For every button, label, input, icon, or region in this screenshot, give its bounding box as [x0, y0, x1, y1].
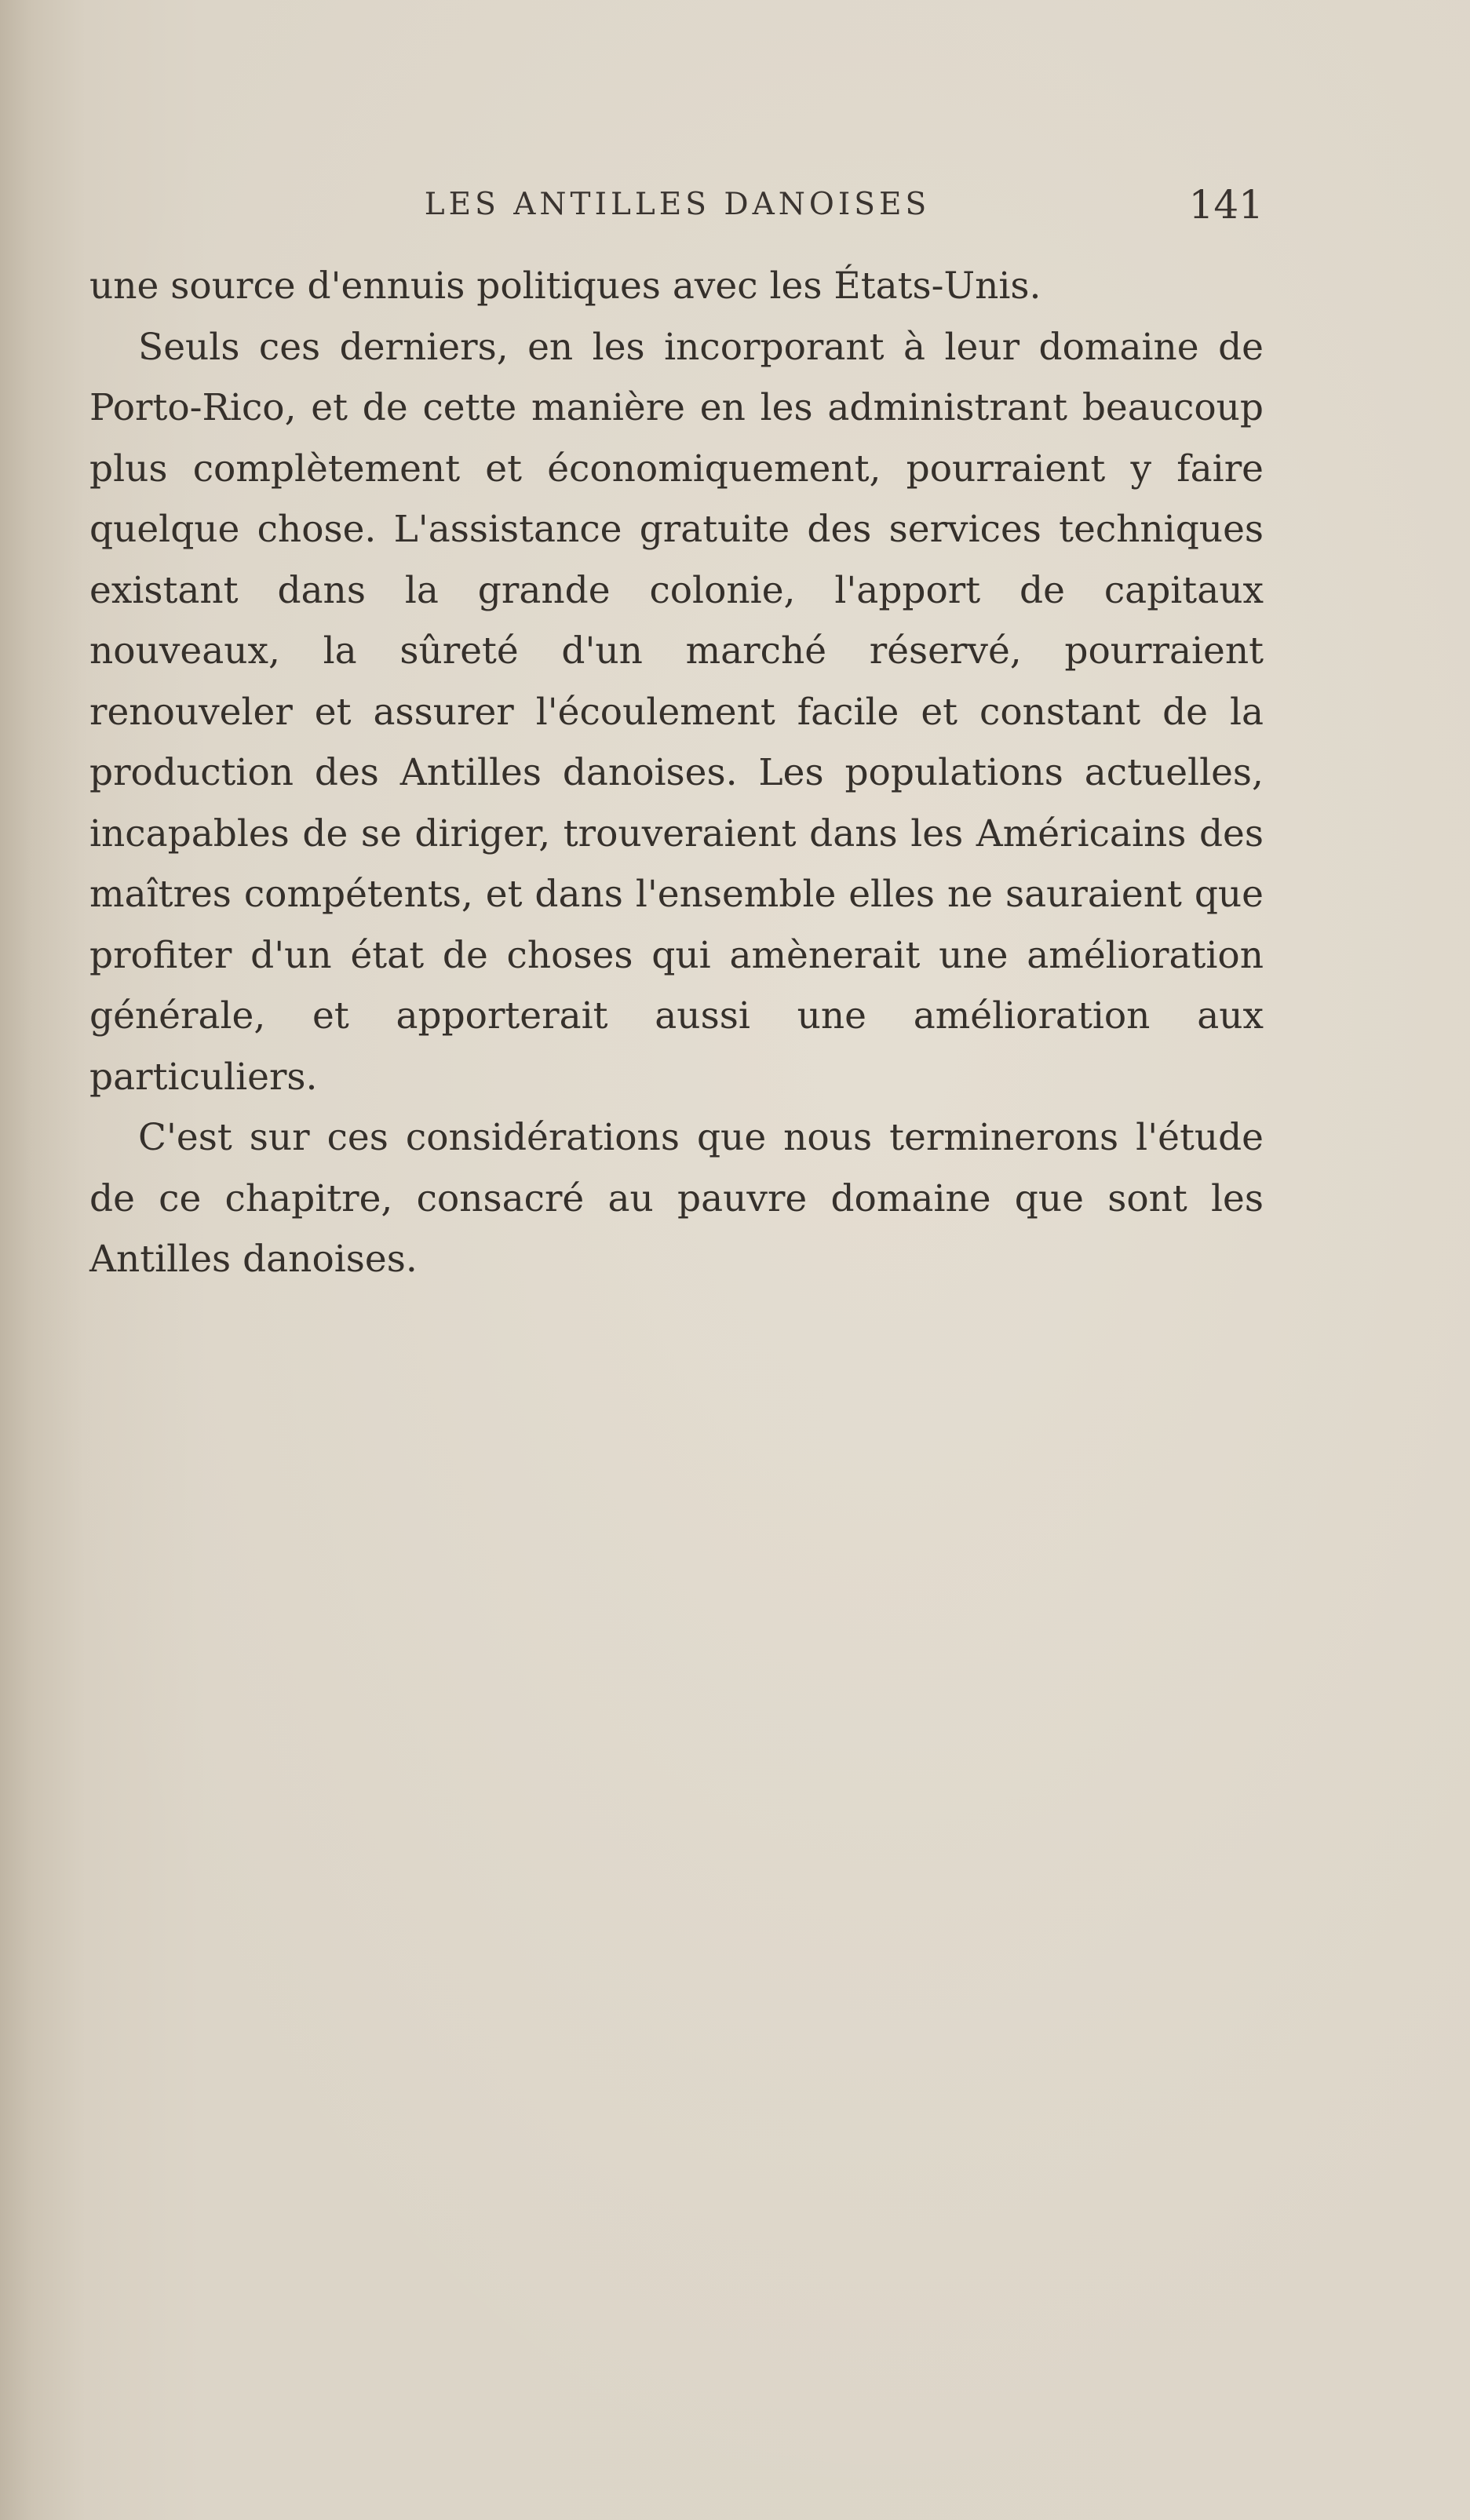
paragraph-continuation: une source d'ennuis politiques avec les États-Unis.	[89, 264, 1041, 308]
paragraph-conclusion: C'est sur ces considérations que nous terminerons l'étude de ce chapitre, consacré au pauvre domaine que sont les Antilles danoises.	[89, 1116, 1264, 1281]
paragraph-porto-rico: Seuls ces derniers, en les incorporant à leur domaine de Porto-Rico, et de cette manière en les administrant beaucoup plus complètement et économiquement, pourraient y faire quelque chose. L'assistance gratuite des services techniques existant dans la grande colonie, l'apport de capitaux nouveaux, la sûreté d'un marché réservé, pourraient renouveler et assurer l'écoulement facile et constant de la production des Antilles danoises. Les populations actuelles, incapables de se diriger, trouveraient dans les Américains des maîtres compétents, et dans l'ensemble elles ne sauraient que profiter d'un état de choses qui amènerait une amélioration générale, et apporterait aussi une amélioration aux particuliers.	[89, 325, 1264, 1099]
body-text	[89, 256, 1264, 1290]
running-header	[91, 182, 1264, 237]
running-title: LES ANTILLES DANOISES	[424, 187, 931, 222]
page-number: 141	[1188, 182, 1264, 228]
